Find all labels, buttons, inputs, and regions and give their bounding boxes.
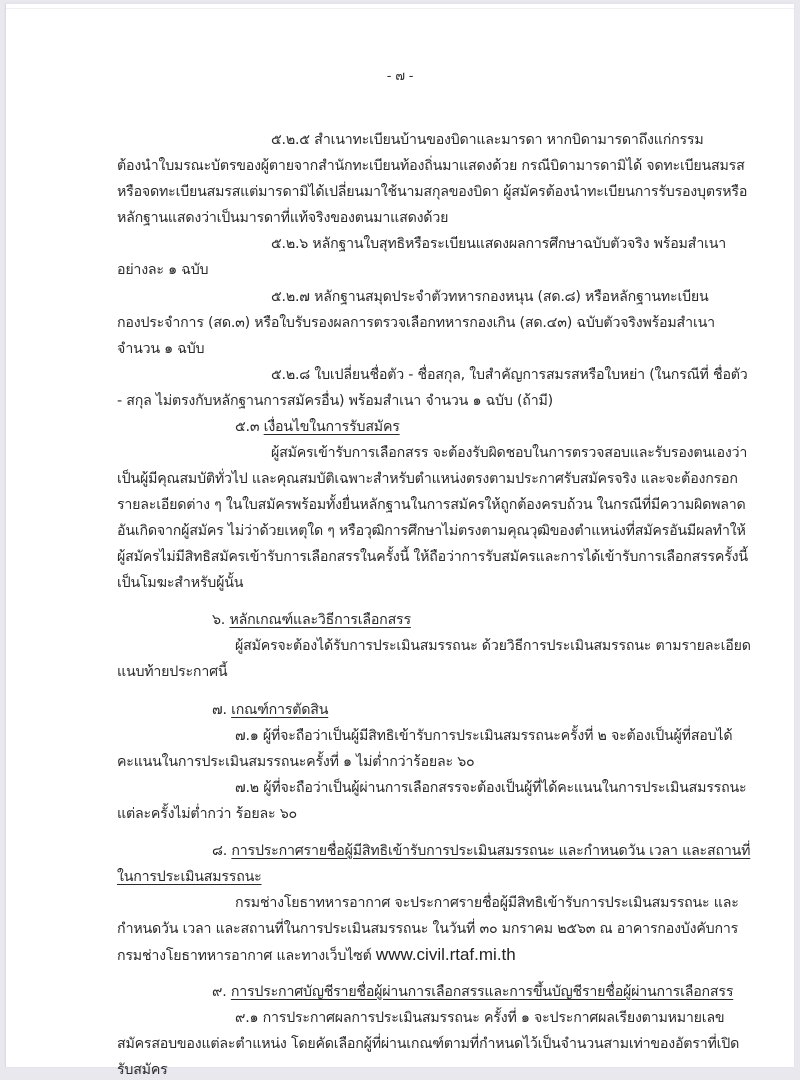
item-7-1-line-1: ๗.๑ ผู้ที่จะถือว่าเป็นผู้มีสิทธิเข้ารับการประเมินสมรรถนะครั้งที่ ๒ จะต้องเป็นผู้ที่สอบได้ (235, 728, 733, 744)
section-5-3-line-2: เป็นผู้มีคุณสมบัติทั่วไป และคุณสมบัติเฉพาะสำหรับตำแหน่งตรงตามประกาศรับสมัครจริง และจะต้องกรอก (117, 471, 738, 487)
section-9-heading (212, 982, 733, 1002)
item-5-2-6-line-1: ๕.๒.๖ หลักฐานใบสุทธิหรือระเบียนแสดงผลการศึกษาฉบับตัวจริง พร้อมสำเนา (271, 236, 727, 252)
section-7-number: ๗. (212, 702, 227, 718)
item-9-1-line-1: ๙.๑ การประกาศผลการประเมินสมรรถนะ ครั้งที่ ๑ จะประกาศผลเรียงตามหมายเลข (235, 1010, 725, 1026)
page-number: - ๗ - (386, 69, 414, 84)
section-5-3-line-6: เป็นโมฆะสำหรับผู้นั้น (117, 575, 244, 591)
item-9-1-line-3: รับสมัคร (117, 1062, 168, 1078)
section-8-number: ๘. (212, 843, 228, 859)
section-5-3-title: เงื่อนไขในการรับสมัคร (263, 419, 400, 435)
section-6-line-2: แนบท้ายประกาศนี้ (117, 664, 228, 680)
section-5-3-line-1: ผู้สมัครเข้ารับการเลือกสรร จะต้องรับผิดชอบในการตรวจสอบและรับรองตนเองว่า (271, 445, 748, 461)
item-7-2-line-2: แต่ละครั้งไม่ต่ำกว่า ร้อยละ ๖๐ (117, 806, 297, 822)
item-5-2-7-line-3: จำนวน ๑ ฉบับ (117, 341, 205, 357)
page-top-border (6, 8, 794, 9)
item-5-2-8-line-2: - สกุล ไม่ตรงกับหลักฐานการสมัครอื่น) พร้อมสำเนา จำนวน ๑ ฉบับ (ถ้ามี) (117, 393, 553, 409)
section-9-number: ๙. (212, 984, 227, 1000)
item-9-1-line-2: สมัครสอบของแต่ละตำแหน่ง โดยคัดเลือกผู้ที่ผ่านเกณฑ์ตามที่กำหนดไว้เป็นจำนวนสามเท่าของอัตราที่เปิด (117, 1036, 740, 1052)
section-8-title-line-1: การประกาศรายชื่อผู้มีสิทธิเข้ารับการประเมินสมรรถนะ และกำหนดวัน เวลา และสถานที่ (231, 843, 751, 859)
section-5-3-heading (235, 417, 400, 437)
section-6-number: ๖. (212, 612, 226, 628)
section-8-line-3-text: กรมช่างโยธาทหารอากาศ และทางเว็บไซต์ (117, 948, 372, 964)
item-7-1-line-2: คะแนนในการประเมินสมรรถนะครั้งที่ ๑ ไม่ต่ำกว่าร้อยละ ๖๐ (117, 754, 475, 770)
item-5-2-7-line-1: ๕.๒.๗ หลักฐานสมุดประจำตัวทหารกองหนุน (สด.๘) หรือหลักฐานทะเบียน (271, 289, 709, 305)
item-5-2-7-line-2: กองประจำการ (สด.๓) หรือใบรับรองผลการตรวจเลือกทหารกองเกิน (สด.๔๓) ฉบับตัวจริงพร้อมสำเนา (117, 315, 715, 331)
section-5-3-line-5: ผู้สมัครไม่มีสิทธิสมัครเข้ารับการเลือกสรรในครั้งนี้ ให้ถือว่าการรับสมัครและการได้เข้ารับการเลือกสรรครั้งนี้ (117, 549, 748, 565)
section-6-heading (212, 610, 411, 630)
section-8-line-1: กรมช่างโยธาทหารอากาศ จะประกาศรายชื่อผู้มีสิทธิเข้ารับการประเมินสมรรถนะ และ (235, 895, 739, 911)
item-5-2-5-line-2: ต้องนำใบมรณะบัตรของผู้ตายจากสำนักทะเบียนท้องถิ่นมาแสดงด้วย กรณีบิดามารดามิได้ จดทะเบียนสมรส (117, 158, 745, 174)
section-5-3-line-4: อันเกิดจากผู้สมัคร ไม่ว่าด้วยเหตุใด ๆ หรือวุฒิการศึกษาไม่ตรงตามคุณวุฒิของตำแหน่งที่สมัครอันมีผลทำให้ (117, 523, 746, 539)
document-page (5, 3, 794, 1078)
item-7-2-line-1: ๗.๒ ผู้ที่จะถือว่าเป็นผู้ผ่านการเลือกสรรจะต้องเป็นผู้ที่ได้คะแนนในการประเมินสมรรถนะ (235, 780, 747, 796)
website-url: www.civil.rtaf.mi.th (375, 945, 516, 964)
section-5-3-line-3: รายละเอียดต่าง ๆ ในใบสมัครพร้อมทั้งยื่นหลักฐานในการสมัครให้ถูกต้องครบถ้วน ในกรณีที่มีความผิดพลาด (117, 497, 746, 513)
section-7-heading (212, 700, 328, 720)
section-7-title: เกณฑ์การตัดสิน (231, 702, 329, 718)
section-6-title: หลักเกณฑ์และวิธีการเลือกสรร (229, 612, 411, 628)
item-5-2-5-line-1: ๕.๒.๕ สำเนาทะเบียนบ้านของบิดาและมารดา หากบิดามารดาถึงแก่กรรม (271, 132, 704, 148)
item-5-2-8-line-1: ๕.๒.๘ ใบเปลี่ยนชื่อตัว - ชื่อสกุล, ใบสำคัญการสมรสหรือใบหย่า (ในกรณีที่ ชื่อตัว (271, 367, 748, 383)
section-6-line-1: ผู้สมัครจะต้องได้รับการประเมินสมรรถนะ ด้วยวิธีการประเมินสมรรถนะ ตามรายละเอียด (235, 638, 751, 654)
item-5-2-5-line-4: หลักฐานแสดงว่าเป็นมารดาที่แท้จริงของตนมาแสดงด้วย (117, 210, 449, 226)
section-8-heading (212, 841, 750, 861)
item-5-2-5-line-3: หรือจดทะเบียนสมรสแต่มารดามิได้เปลี่ยนมาใช้นามสกุลของบิดา ผู้สมัครต้องนำทะเบียนการรับรองบุตรหรือ (117, 184, 748, 200)
section-9-title: การประกาศบัญชีรายชื่อผู้ผ่านการเลือกสรรและการขึ้นบัญชีรายชื่อผู้ผ่านการเลือกสรร (230, 984, 734, 1000)
section-5-3-number: ๕.๓ (235, 419, 260, 435)
section-8-line-2: กำหนดวัน เวลา และสถานที่ในการประเมินสมรรถนะ ในวันที่ ๓๐ มกราคม ๒๕๖๓ ณ อาคารกองบังคับการ (117, 921, 739, 937)
section-8-line-3 (117, 945, 516, 966)
item-5-2-6-line-2: อย่างละ ๑ ฉบับ (117, 262, 209, 278)
section-8-title-line-2: ในการประเมินสมรรถนะ (117, 869, 262, 885)
